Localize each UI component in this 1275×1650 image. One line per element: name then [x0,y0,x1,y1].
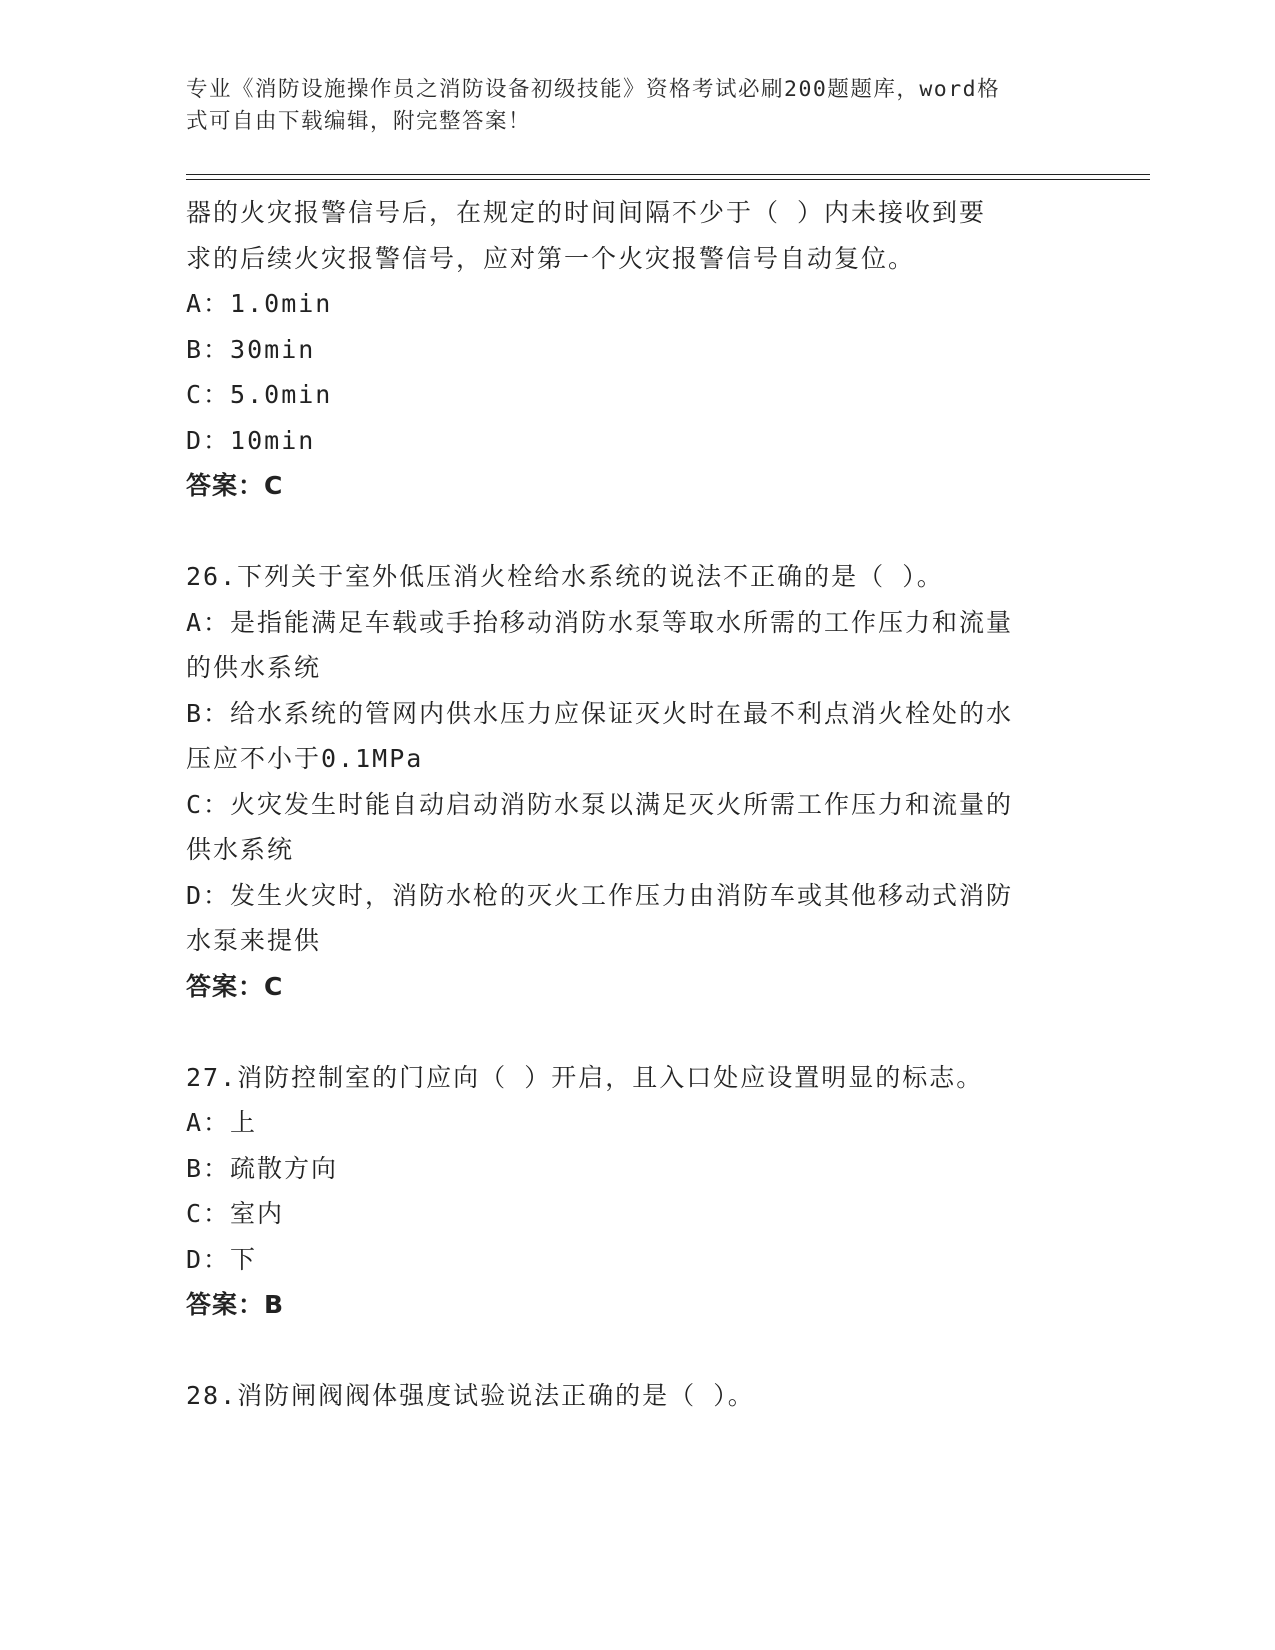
spacer [186,1009,1076,1055]
option-d: D：发生火灾时，消防水枪的灭火工作压力由消防车或其他移动式消防 [186,880,1014,910]
question-stem: 器的火灾报警信号后，在规定的时间间隔不少于（ ）内未接收到要 [186,198,987,227]
question-26 [186,554,1076,1009]
question-stem: 27.消防控制室的门应向（ ）开启，且入口处应设置明显的标志。 [186,1062,984,1092]
document-header [186,74,1066,138]
question-stem: 28.消防闸阀阀体强度试验说法正确的是（ ）。 [186,1381,755,1410]
option-b: B：30min [186,334,316,364]
question-28 [186,1373,1076,1419]
option-a-cont: 的供水系统 [186,653,322,682]
option-c: C：5.0min [186,380,333,409]
answer: 答案：B [186,1290,285,1319]
option-a: A：上 [186,1108,258,1137]
header-line: 式可自由下载编辑，附完整答案！ [186,109,532,134]
header-rule-top [186,174,1150,175]
spacer [186,1328,1076,1374]
option-b: B：给水系统的管网内供水压力应保证灭火时在最不利点消火栓处的水 [186,698,1014,728]
option-d-cont: 水泵来提供 [186,926,322,955]
question-25 [186,190,1076,509]
option-b-cont: 压应不小于0.1MPa [186,744,424,773]
option-c: C：火灾发生时能自动启动消防水泵以满足灭火所需工作压力和流量的 [186,789,1014,819]
option-a: A：是指能满足车载或手抬移动消防水泵等取水所需的工作压力和流量 [186,607,1014,637]
spacer [186,509,1076,555]
option-d: D：10min [186,425,316,455]
option-b: B：疏散方向 [186,1153,339,1183]
header-rule-bottom [186,179,1150,180]
option-a: A：1.0min [186,289,333,318]
question-27 [186,1055,1076,1328]
question-stem: 求的后续火灾报警信号，应对第一个火灾报警信号自动复位。 [186,243,916,273]
option-d: D：下 [186,1244,258,1274]
answer: 答案：C [186,971,284,1001]
question-stem: 26.下列关于室外低压消火栓给水系统的说法不正确的是（ ）。 [186,562,944,591]
option-c: C：室内 [186,1199,285,1228]
question-list [186,190,1076,1419]
option-c-cont: 供水系统 [186,835,295,864]
answer: 答案：C [186,471,284,500]
header-line: 专业《消防设施操作员之消防设备初级技能》资格考试必刷200题题库，word格 [186,77,1001,102]
